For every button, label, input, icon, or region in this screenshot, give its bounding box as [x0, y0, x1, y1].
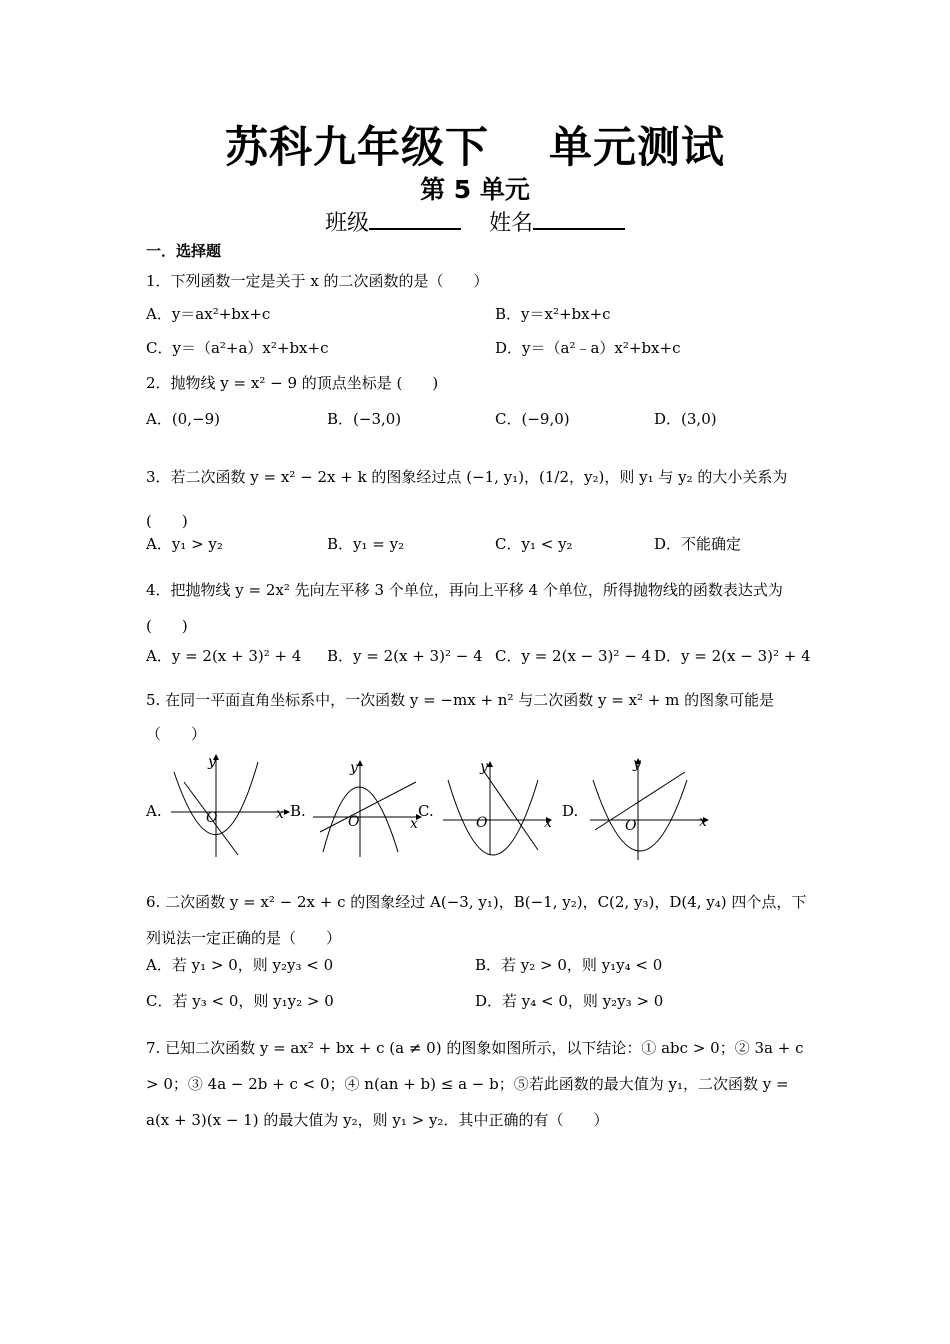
q6-option-a: A．若 y₁ > 0，则 y₂y₃ < 0 — [146, 956, 334, 974]
graph-c-x-label: x — [544, 815, 552, 831]
q2-option-a: A．(0,−9) — [146, 410, 220, 428]
q5-option-a: A. — [146, 802, 162, 820]
graph-c-origin: O — [476, 815, 488, 831]
title-right: 单元测试 — [549, 123, 725, 173]
q3-option-d: D．不能确定 — [654, 535, 742, 553]
q1-option-a: A．y＝ax²+bx+c — [146, 305, 271, 323]
question-5: 5. 在同一平面直角坐标系中，一次函数 y = −mx + n² 与二次函数 y = x² + m 的图象可能是（ ） — [146, 691, 775, 743]
graph-a-y-label: y — [208, 754, 216, 770]
graph-a-x-label: x — [276, 806, 284, 822]
q5-option-b: B. — [290, 802, 306, 820]
graph-d — [585, 752, 710, 864]
unit-label: 第 5 单元 — [420, 175, 530, 204]
class-label: 班级 — [324, 211, 369, 236]
name-blank — [533, 208, 625, 230]
q4-option-d: D．y = 2(x − 3)² + 4 — [654, 647, 811, 665]
q1-option-d: D．y＝（a²﹣a）x²+bx+c — [495, 339, 681, 357]
q6-option-d: D．若 y₄ < 0，则 y₂y₃ > 0 — [475, 992, 664, 1010]
q3-option-a: A．y₁ > y₂ — [146, 535, 223, 553]
q5-option-c: C. — [418, 802, 434, 820]
name-label: 姓名 — [489, 211, 534, 236]
q4-option-a: A．y = 2(x + 3)² + 4 — [146, 647, 302, 665]
graph-a-origin: O — [206, 810, 218, 826]
title-left: 苏科九年级下 — [225, 123, 489, 173]
q2-option-c: C．(−9,0) — [495, 410, 570, 428]
question-2: 2．抛物线 y = x² − 9 的顶点坐标是 ( ) — [146, 374, 439, 392]
class-name-line — [0, 206, 950, 237]
graph-b-y-label: y — [350, 760, 358, 776]
graph-c — [438, 755, 558, 863]
question-1: 1．下列函数一定是关于 x 的二次函数的是（ ） — [146, 272, 489, 290]
q4-option-b: B．y = 2(x + 3)² − 4 — [327, 647, 483, 665]
q3-option-c: C．y₁ < y₂ — [495, 535, 573, 553]
page-title — [0, 114, 950, 175]
class-blank — [369, 208, 461, 230]
graph-a — [166, 752, 291, 862]
q2-option-d: D．(3,0) — [654, 410, 717, 428]
graph-d-x-label: x — [699, 814, 707, 830]
q6-option-b: B．若 y₂ > 0，则 y₁y₄ < 0 — [475, 956, 663, 974]
graph-b-origin: O — [348, 814, 360, 830]
section-heading: 一．选择题 — [146, 242, 222, 260]
question-7: 7. 已知二次函数 y = ax² + bx + c (a ≠ 0) 的图象如图所示，以下结论：① abc > 0；② 3a + c > 0；③ 4a − 2b + c < 0；④ n(an + b) ≤ a − b；⑤若此函数的最大值为 y₁，二次函数 y = a(x + 3)(x − 1) 的最大值为 y₂，则 y₁ > y₂．其中正确的有（ ） — [146, 1039, 804, 1129]
graph-c-y-label: y — [480, 759, 488, 775]
question-3: 3．若二次函数 y = x² − 2x + k 的图象经过点 (−1, y₁)，(1/2，y₂)，则 y₁ 与 y₂ 的大小关系为( ) — [146, 468, 788, 530]
graph-d-y-label: y — [633, 756, 641, 772]
q2-option-b: B．(−3,0) — [327, 410, 402, 428]
q1-option-b: B．y＝x²+bx+c — [495, 305, 611, 323]
graph-b — [308, 752, 423, 862]
q6-option-c: C．若 y₃ < 0，则 y₁y₂ > 0 — [146, 992, 334, 1010]
graph-d-origin: O — [625, 818, 637, 834]
q3-option-b: B．y₁ = y₂ — [327, 535, 405, 553]
question-4: 4．把抛物线 y = 2x² 先向左平移 3 个单位，再向上平移 4 个单位，所得抛物线的函数表达式为( ) — [146, 581, 783, 635]
q4-option-c: C．y = 2(x − 3)² − 4 — [495, 647, 652, 665]
graph-b-x-label: x — [410, 816, 418, 832]
q1-option-c: C．y＝（a²+a）x²+bx+c — [146, 339, 329, 357]
q5-option-d: D. — [562, 802, 579, 820]
question-6: 6. 二次函数 y = x² − 2x + c 的图象经过 A(−3, y₁)，B(−1, y₂)，C(2, y₃)，D(4, y₄) 四个点，下列说法一定正确的是（ ） — [146, 893, 807, 947]
